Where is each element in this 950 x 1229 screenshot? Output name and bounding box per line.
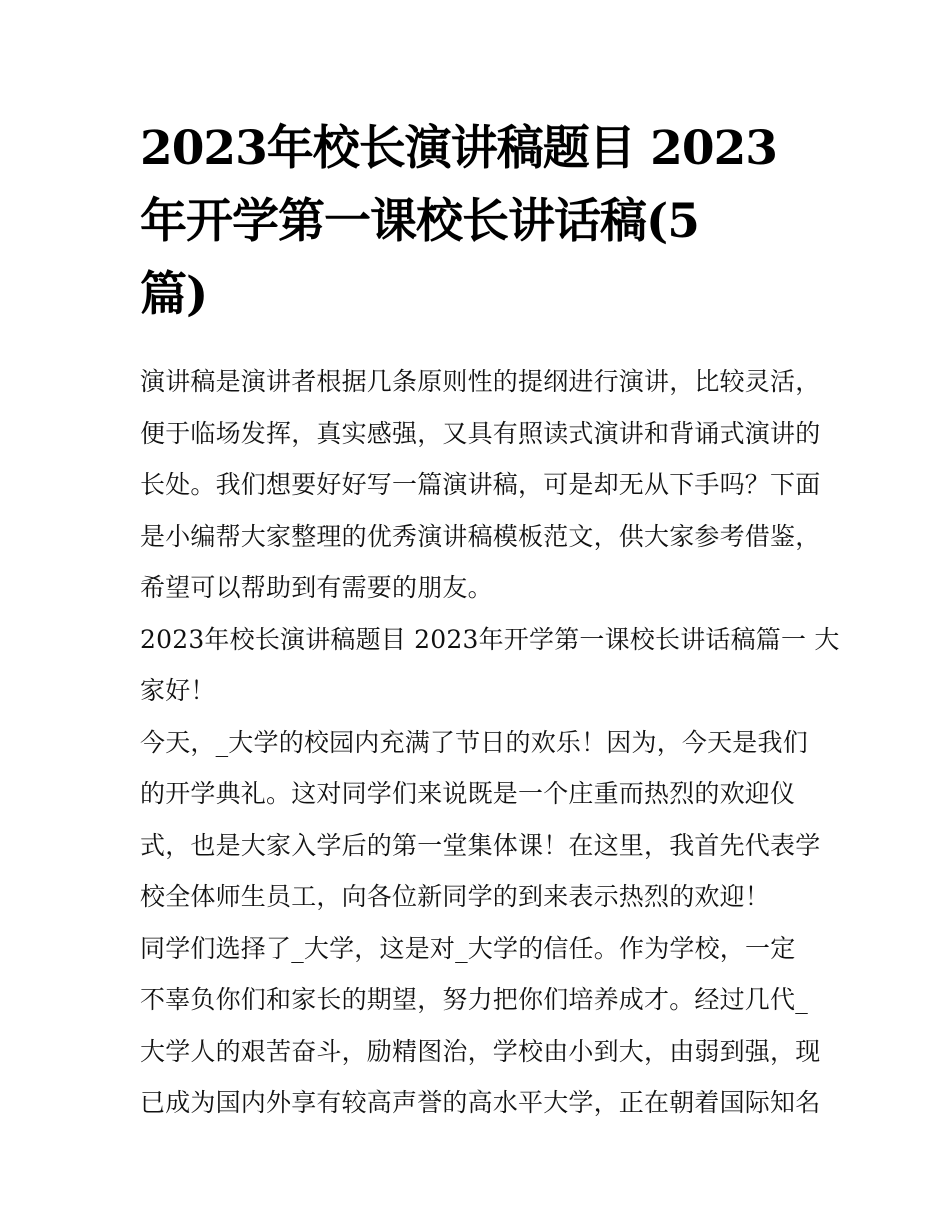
body-line: 校全体师生员工，向各位新同学的到来表示热烈的欢迎！	[140, 882, 771, 911]
body-line: 演讲稿是演讲者根据几条原则性的提纲进行演讲，比较灵活，	[140, 367, 821, 396]
title-line: 年开学第一课校长讲话稿(5	[140, 194, 699, 249]
body-line: 同学们选择了_大学，这是对_大学的信任。作为学校，一定	[140, 933, 796, 963]
body-line: 的开学典礼。这对同学们来说既是一个庄重而热烈的欢迎仪	[140, 779, 796, 808]
body-line: 式，也是大家入学后的第一堂集体课！在这里，我首先代表学	[140, 830, 821, 860]
body-line: 便于临场发挥，真实感强，又具有照读式演讲和背诵式演讲的	[140, 418, 821, 448]
body-line: 家好！	[140, 676, 216, 705]
document-body	[140, 356, 840, 1129]
body-line: 今天，_大学的校园内充满了节日的欢乐！因为，今天是我们	[140, 727, 808, 757]
document-title	[140, 112, 820, 331]
body-line: 希望可以帮助到有需要的朋友。	[140, 573, 493, 602]
body-line: 2023年校长演讲稿题目 2023年开学第一课校长讲话稿篇一 大	[140, 624, 840, 654]
body-line: 大学人的艰苦奋斗，励精图治，学校由小到大，由弱到强，现	[140, 1036, 821, 1066]
body-line: 不辜负你们和家长的期望，努力把你们培养成才。经过几代_	[140, 985, 808, 1014]
body-line: 是小编帮大家整理的优秀演讲稿模板范文，供大家参考借鉴，	[140, 521, 821, 551]
title-line: 2023年校长演讲稿题目 2023	[140, 121, 777, 176]
title-line: 篇)	[140, 267, 208, 322]
body-line: 已成为国内外享有较高声誉的高水平大学，正在朝着国际知名	[140, 1088, 821, 1117]
body-line: 长处。我们想要好好写一篇演讲稿，可是却无从下手吗？下面	[140, 470, 821, 499]
